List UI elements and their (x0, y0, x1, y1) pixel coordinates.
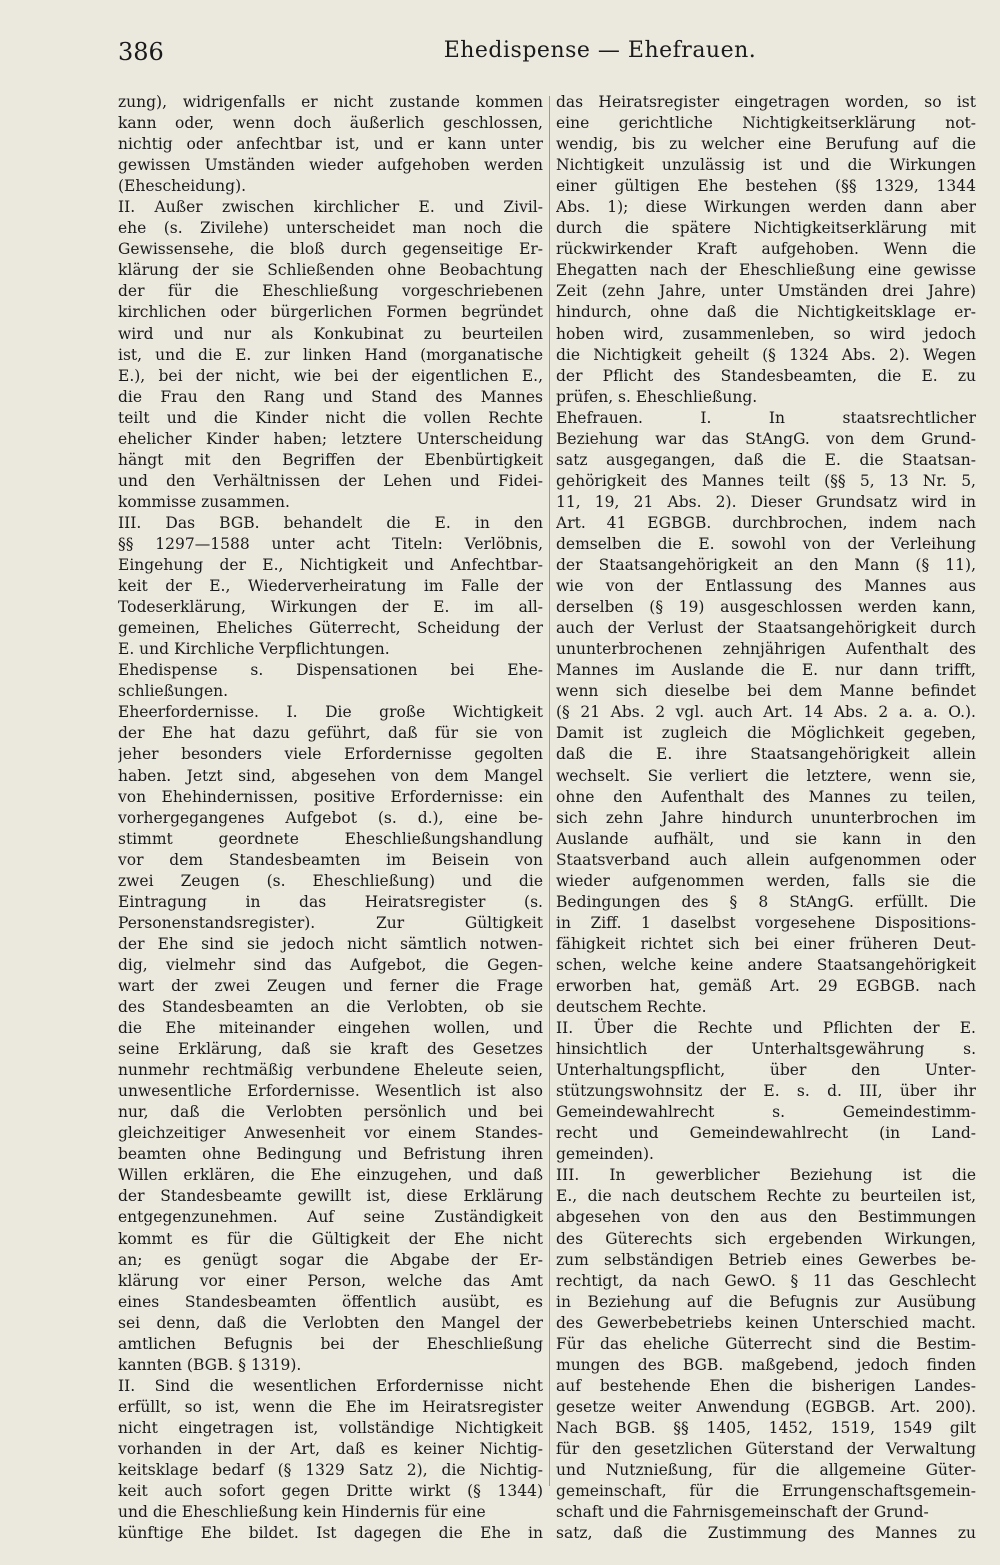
text-line: Ehefrauen. I. In staatsrechtlicher (556, 408, 976, 427)
text-line: der Pflicht des Standesbeamten, die E. zu (556, 366, 976, 385)
text-line: die Ehe miteinander eingehen wollen, und (118, 1019, 543, 1038)
text-line: seine Erklärung, daß sie kraft des Gesetzes (118, 1040, 543, 1059)
text-line: sei denn, daß die Verlobten den Mangel der (118, 1313, 543, 1332)
text-line: gemeinden). (556, 1145, 654, 1164)
text-line: schließungen. (118, 682, 229, 701)
text-line: Todeserklärung, Wirkungen der E. im all- (118, 598, 543, 617)
text-line: die Frau den Rang und Stand des Mannes (118, 387, 543, 406)
text-line: ist, und die E. zur linken Hand (morganatische (118, 345, 543, 364)
text-line: unwesentliche Erfordernisse. Wesentlich ist also (118, 1082, 543, 1101)
text-line: auch der Verlust der Staatsangehörigkeit durch (556, 619, 976, 638)
text-line: (§ 21 Abs. 2 vgl. auch Art. 14 Abs. 2 a. a. O.). (556, 703, 976, 722)
text-line: vorhergegangenes Aufgebot (s. d.), eine be- (118, 808, 543, 827)
text-line: vorhanden in der Art, daß es keiner Nichtig- (118, 1440, 543, 1458)
text-line: an; es genügt sogar die Abgabe der Er- (118, 1250, 543, 1269)
text-line: schen, welche keine andere Staatsangehörigkeit (556, 955, 976, 974)
text-line: abgesehen von den aus den Bestimmungen (556, 1208, 976, 1227)
text-line: Auslande aufhält, und sie kann in den (556, 829, 976, 848)
text-line: gesetze weiter Anwendung (EGBGB. Art. 200). (556, 1397, 976, 1416)
text-line: nicht eingetragen ist, vollständige Nichtigkeit (118, 1418, 543, 1437)
text-line: III. Das BGB. behandelt die E. in den (118, 513, 543, 532)
text-line: eines Standesbeamten öffentlich ausübt, es (118, 1292, 543, 1311)
text-line: gemeinen, Eheliches Güterrecht, Scheidung der (118, 619, 543, 638)
text-line: Personenstandsregister). Zur Gültigkeit (118, 913, 543, 932)
text-line: wird und nur als Konkubinat zu beurteilen (118, 324, 543, 343)
text-line: in Beziehung auf die Befugnis zur Ausübung (556, 1292, 976, 1311)
text-line: keit auch sofort gegen Dritte wirkt (§ 1344) (118, 1482, 543, 1501)
text-line: hoben wird, zusammenleben, so wird jedoch (556, 324, 976, 343)
column-divider (549, 96, 550, 1486)
text-line: Abs. 1); diese Wirkungen werden dann aber (556, 198, 976, 217)
text-line: gleichzeitiger Anwesenheit vor einem Standes- (118, 1124, 543, 1143)
text-line: zwei Zeugen (s. Eheschließung) und die (118, 871, 543, 890)
text-line: die Nichtigkeit geheilt (§ 1324 Abs. 2). Wegen (556, 345, 976, 364)
text-line: hinsichtlich der Unterhaltsgewährung s. (556, 1040, 976, 1059)
text-line: jeher besonders viele Erfordernisse gegolten (118, 745, 543, 764)
text-line: teilt und die Kinder nicht die vollen Rechte (118, 408, 543, 427)
text-line: prüfen, s. Eheschließung. (556, 387, 758, 406)
text-line: und Nutznießung, für die allgemeine Güter- (556, 1461, 976, 1480)
text-line: der Staatsangehörigkeit an den Mann (§ 11), (556, 556, 976, 575)
text-line: (Ehescheidung). (118, 177, 247, 196)
text-line: E. und Kirchliche Verpflichtungen. (118, 640, 390, 659)
text-line: keitsklage bedarf (§ 1329 Satz 2), die Nichtig- (118, 1461, 543, 1480)
text-line: Art. 41 EGBGB. durchbrochen, indem nach (556, 513, 976, 532)
text-line: schaft und die Fahrnisgemeinschaft der Grund- (556, 1503, 929, 1522)
text-line: der für die Eheschließung vorgeschriebenen (118, 282, 543, 301)
text-line: E.), bei der nicht, wie bei der eigentlichen E., (118, 366, 543, 385)
text-line: daß die E. ihre Staatsangehörigkeit allein (556, 745, 976, 764)
text-line: für den gesetzlichen Güterstand der Verwaltung (556, 1440, 976, 1458)
text-line: und den Verhältnissen der Lehen und Fidei- (118, 471, 543, 490)
text-line: deutschem Rechte. (556, 998, 707, 1017)
text-line: der Ehe sind sie jedoch nicht sämtlich notwen- (118, 934, 543, 953)
text-line: eine gerichtliche Nichtigkeitserklärung not- (556, 114, 976, 133)
text-line: des Güterechts sich ergebenden Wirkungen, (556, 1229, 976, 1248)
text-line: Damit ist zugleich die Möglichkeit gegeben, (556, 724, 976, 743)
text-line: kann oder, wenn doch äußerlich geschlossen, (118, 114, 543, 133)
text-line: wie von der Entlassung des Mannes aus (556, 577, 976, 596)
text-line: erworben hat, gemäß Art. 29 EGBGB. nach (556, 976, 976, 995)
text-line: Für das eheliche Güterrecht sind die Bestim- (556, 1334, 976, 1353)
text-line: amtlichen Befugnis bei der Eheschließung (118, 1334, 543, 1353)
text-line: stimmt geordnete Eheschließungshandlung (118, 829, 543, 848)
text-line: Willen erklären, die Ehe einzugehen, und daß (118, 1166, 543, 1185)
text-line: zum selbständigen Betrieb eines Gewerbes be- (556, 1250, 976, 1269)
text-line: wenn sich dieselbe bei dem Manne befindet (556, 682, 976, 701)
text-line: ununterbrochenen zehnjährigen Aufenthalt des (556, 640, 976, 659)
text-line: einer gültigen Ehe bestehen (§§ 1329, 1344 (556, 177, 976, 196)
text-line: E., die nach deutschem Rechte zu beurteilen ist, (556, 1187, 976, 1206)
text-line: das Heiratsregister eingetragen worden, so ist (556, 93, 976, 111)
text-line: Unterhaltungspflicht, über den Unter- (556, 1061, 976, 1080)
text-line: klärung vor einer Person, welche das Amt (118, 1271, 543, 1290)
text-line: satz ausgegangen, daß die E. die Staatsan- (556, 450, 976, 469)
text-line: nichtig oder anfechtbar ist, und er kann unter (118, 135, 543, 154)
text-line: erfüllt, so ist, wenn die Ehe im Heiratsregister (118, 1397, 543, 1416)
text-line: künftige Ehe bildet. Ist dagegen die Ehe in (118, 1524, 543, 1543)
text-line: zung), widrigenfalls er nicht zustande kommen (118, 93, 543, 111)
text-line: ehe (s. Zivilehe) unterscheidet man noch die (118, 219, 543, 238)
text-line: auf bestehende Ehen die bisherigen Landes- (556, 1376, 976, 1395)
text-line: der Ehe hat dazu geführt, daß für sie von (118, 724, 543, 743)
text-line: durch die spätere Nichtigkeitserklärung mit (556, 219, 976, 238)
text-line: §§ 1297—1588 unter acht Titeln: Verlöbnis, (118, 534, 543, 553)
text-line: II. Sind die wesentlichen Erfordernisse nicht (118, 1376, 543, 1395)
text-line: Ehedispense s. Dispensationen bei Ehe- (118, 661, 543, 680)
text-line: in Ziff. 1 daselbst vorgesehene Dispositions- (556, 913, 976, 932)
text-line: der Standesbeamte gewillt ist, diese Erklärung (118, 1187, 543, 1206)
text-line: ehelicher Kinder haben; letztere Unterscheidung (118, 429, 543, 448)
text-line: satz, daß die Zustimmung des Mannes zu (556, 1524, 976, 1543)
text-line: des Gewerbebetriebs keinen Unterschied macht. (556, 1313, 976, 1332)
text-line: rechtigt, da nach GewO. § 11 das Geschlecht (556, 1271, 976, 1290)
text-line: fähigkeit richtet sich bei einer früheren Deut- (556, 934, 976, 953)
text-line: gewissen Umständen wieder aufgehoben werden (118, 156, 543, 175)
right-column (556, 92, 976, 1544)
text-line: Eintragung in das Heiratsregister (s. (118, 892, 543, 911)
text-line: Zeit (zehn Jahre, unter Umständen drei Jahre) (556, 282, 976, 301)
text-line: wechselt. Sie verliert die letztere, wenn sie, (556, 766, 976, 785)
text-line: Nach BGB. §§ 1405, 1452, 1519, 1549 gilt (556, 1418, 976, 1437)
text-line: wart der zwei Zeugen und ferner die Frage (118, 976, 543, 995)
text-line: nur, daß die Verlobten persönlich und bei (118, 1103, 543, 1122)
text-line: Mannes im Auslande die E. nur dann trifft, (556, 661, 976, 680)
text-line: mungen des BGB. maßgebend, jedoch finden (556, 1355, 976, 1374)
text-line: entgegenzunehmen. Auf seine Zuständigkeit (118, 1208, 543, 1227)
text-line: dig, vielmehr sind das Aufgebot, die Gegen- (118, 955, 543, 974)
text-line: wieder aufgenommen werden, falls sie die (556, 871, 976, 890)
text-line: sich zehn Jahre hindurch ununterbrochen im (556, 808, 976, 827)
text-line: Eingehung der E., Nichtigkeit und Anfechtbar- (118, 556, 543, 575)
text-line: rückwirkender Kraft aufgehoben. Wenn die (556, 240, 976, 259)
text-line: 11, 19, 21 Abs. 2). Dieser Grundsatz wird in (556, 492, 976, 511)
text-line: Bedingungen des § 8 StAngG. erfüllt. Die (556, 892, 976, 911)
text-line: beamten ohne Bedingung und Befristung ihren (118, 1145, 543, 1164)
text-line: hindurch, ohne daß die Nichtigkeitsklage er- (556, 303, 976, 322)
text-line: vor dem Standesbeamten im Beisein von (118, 850, 543, 869)
text-line: gemeinschaft, für die Errungenschaftsgemein- (556, 1482, 976, 1501)
text-line: derselben (§ 19) ausgeschlossen werden kann, (556, 598, 976, 617)
page-number: 386 (118, 38, 164, 66)
text-line: II. Über die Rechte und Pflichten der E. (556, 1019, 976, 1038)
text-line: kommt es für die Gültigkeit der Ehe nicht (118, 1229, 543, 1248)
text-line: Eheerfordernisse. I. Die große Wichtigkeit (118, 703, 543, 722)
text-line: gehörigkeit des Mannes teilt (§§ 5, 13 Nr. 5, (556, 471, 976, 490)
text-line: kirchlichen oder bürgerlichen Formen begründet (118, 303, 543, 322)
text-line: demselben die E. sowohl von der Verleihung (556, 534, 976, 553)
text-line: Beziehung war das StAngG. von dem Grund- (556, 429, 976, 448)
text-line: Gewissensehe, die bloß durch gegenseitige Er- (118, 240, 543, 259)
page-header (118, 38, 962, 74)
running-title: Ehedispense — Ehefrauen. (443, 38, 757, 63)
text-line: stützungswohnsitz der E. s. d. III, über ihr (556, 1082, 976, 1101)
text-line: wendig, bis zu welcher eine Berufung auf die (556, 135, 976, 154)
text-line: Nichtigkeit unzulässig ist und die Wirkungen (556, 156, 976, 175)
text-line: hängt mit den Begriffen der Ebenbürtigkeit (118, 450, 543, 469)
text-line: kommisse zusammen. (118, 492, 290, 511)
text-line: ohne den Aufenthalt des Mannes zu teilen, (556, 787, 976, 806)
text-line: Ehegatten nach der Eheschließung eine gewisse (556, 261, 976, 280)
text-line: kannten (BGB. § 1319). (118, 1355, 302, 1374)
text-line: klärung der sie Schließenden ohne Beobachtung (118, 261, 543, 280)
text-line: II. Außer zwischen kirchlicher E. und Zivil- (118, 198, 543, 217)
text-line: nunmehr rechtmäßig verbundene Eheleute seien, (118, 1061, 543, 1080)
text-line: und die Eheschließung kein Hindernis für eine (118, 1503, 486, 1522)
text-line: von Ehehindernissen, positive Erfordernisse: ein (118, 787, 543, 806)
text-line: keit der E., Wiederverheiratung im Falle der (118, 577, 543, 596)
text-line: Staatsverband auch allein aufgenommen oder (556, 850, 976, 869)
text-line: haben. Jetzt sind, abgesehen von dem Mangel (118, 766, 543, 785)
text-line: III. In gewerblicher Beziehung ist die (556, 1166, 976, 1185)
text-line: Gemeindewahlrecht s. Gemeindestimm- (556, 1103, 976, 1122)
text-line: recht und Gemeindewahlrecht (in Land- (556, 1124, 976, 1143)
left-column (118, 92, 543, 1544)
text-line: des Standesbeamten an die Verlobten, ob sie (118, 998, 543, 1017)
